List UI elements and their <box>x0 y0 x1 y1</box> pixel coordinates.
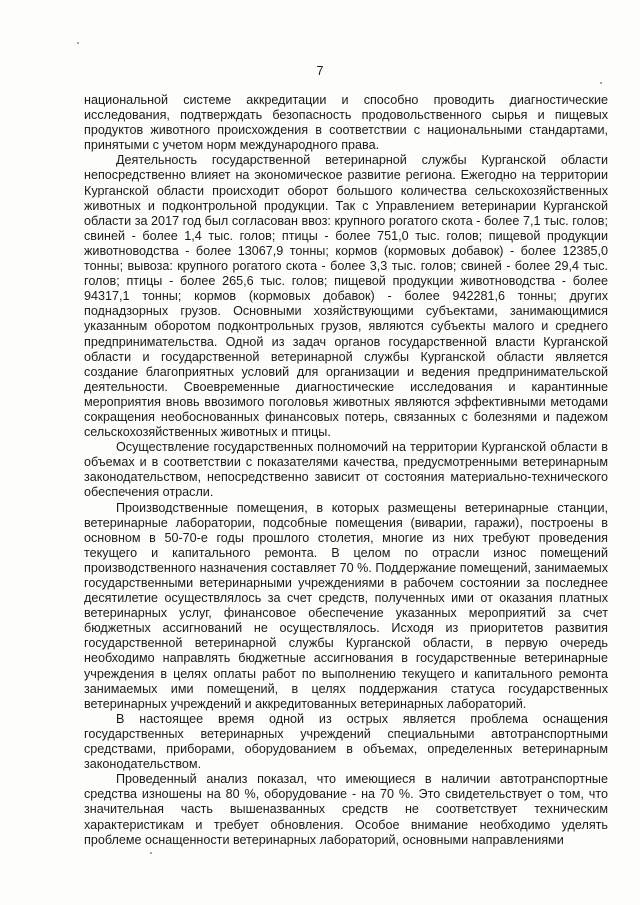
paragraph-analysis: Проведенный анализ показал, что имеющиеся в наличии автотранспортные средства изношены на 80 %, оборудование - на 70 %. Это свидетельствует о том, что значительная часть вышеназванных средств не соответствует техническим характеристикам и требует обновления. Особое внимание необходимо уделять проблеме оснащенности ветеринарных лабораторий, основными направлениями <box>84 772 608 847</box>
scan-speck <box>150 852 152 854</box>
page-number: 7 <box>316 64 324 78</box>
paragraph-vet-service-activity: Деятельность государственной ветеринарной службы Курганской области непосредственно влияет на экономическое развитие региона. Ежегодно на территории Курганской области происходит оборот большого количества сельскохозяйственных животных и подконтрольной продукции. Так с Управлением ветеринарии Курганской области за 2017 год был согласован ввоз: крупного рогатого скота - более 7,1 тыс. голов; свиней - более 1,4 тыс. голов; птицы - более 751,0 тыс. голов; пищевой продукции животноводства - более 13067,9 тонны; кормов (кормовых добавок) - более 12385,0 тонны; вывоза: крупного рогатого скота - более 3,3 тыс. голов; свиней - более 29,4 тыс. голов; птицы - более 265,6 тыс. голов; пищевой продукции животноводства - более 94317,1 тонны; кормов (кормовых добавок) - более 942281,6 тонны; других поднадзорных грузов. Основными хозяйствующими субъектами, занимающимися указанным оборотом подконтрольных грузов, являются субъекты малого и среднего предпринимательства. Одной из задач органов государственной власти Курганской области и государственной ветеринарной службы Курганской области является создание благоприятных условий для организации и ведения предпринимательской деятельности. Своевременные диагностические исследования и карантинные мероприятия вновь ввозимого поголовья животных являются эффективными методами сокращения необоснованных финансовых потерь, связанных с болезнями и падежом сельскохозяйственных животных и птицы. <box>84 153 608 440</box>
scan-speck <box>77 42 79 44</box>
paragraph-state-powers: Осуществление государственных полномочий на территории Курганской области в объемах и в соответствии с показателями качества, предусмотренными ветеринарным законодательством, непосредственно зависит от состояния материально-технического обеспечения отрасли. <box>84 440 608 500</box>
paragraph-equipment-problem: В настоящее время одной из острых является проблема оснащения государственных ветеринарных учреждений специальными автотранспортными средствами, приборами, оборудованием в объемах, определенных ветеринарным законодательством. <box>84 711 608 772</box>
document-body <box>84 93 608 848</box>
scan-speck <box>600 82 602 84</box>
paragraph-continuation: национальной системе аккредитации и способно проводить диагностические исследования, подтверждать безопасность продовольственного сырья и пищевых продуктов животного происхождения в соответствии с национальными стандартами, принятыми с учетом норм международного права. <box>84 93 608 153</box>
paragraph-production-premises: Производственные помещения, в которых размещены ветеринарные станции, ветеринарные лаборатории, подсобные помещения (виварии, гаражи), построены в основном в 50-70-е годы прошлого столетия, многие из них требуют проведения текущего и капитального ремонта. В целом по отрасли износ помещений производственного назначения составляет 70 %. Поддержание помещений, занимаемых государственными ветеринарными учреждениями в рабочем состоянии за последнее десятилетие осуществлялось за счет средств, полученных ими от оказания платных ветеринарных услуг, финансовое обеспечение указанных мероприятий за счет бюджетных ассигнований не осуществлялось. Исходя из приоритетов развития государственной ветеринарной службы Курганской области, в первую очередь необходимо направлять бюджетные ассигнования в государственные ветеринарные учреждения в целях оплаты работ по выполнению текущего и капитального ремонта занимаемых ими помещений, в целях поддержания статуса государственных ветеринарных учреждений и аккредитованных ветеринарных лабораторий. <box>84 500 608 711</box>
